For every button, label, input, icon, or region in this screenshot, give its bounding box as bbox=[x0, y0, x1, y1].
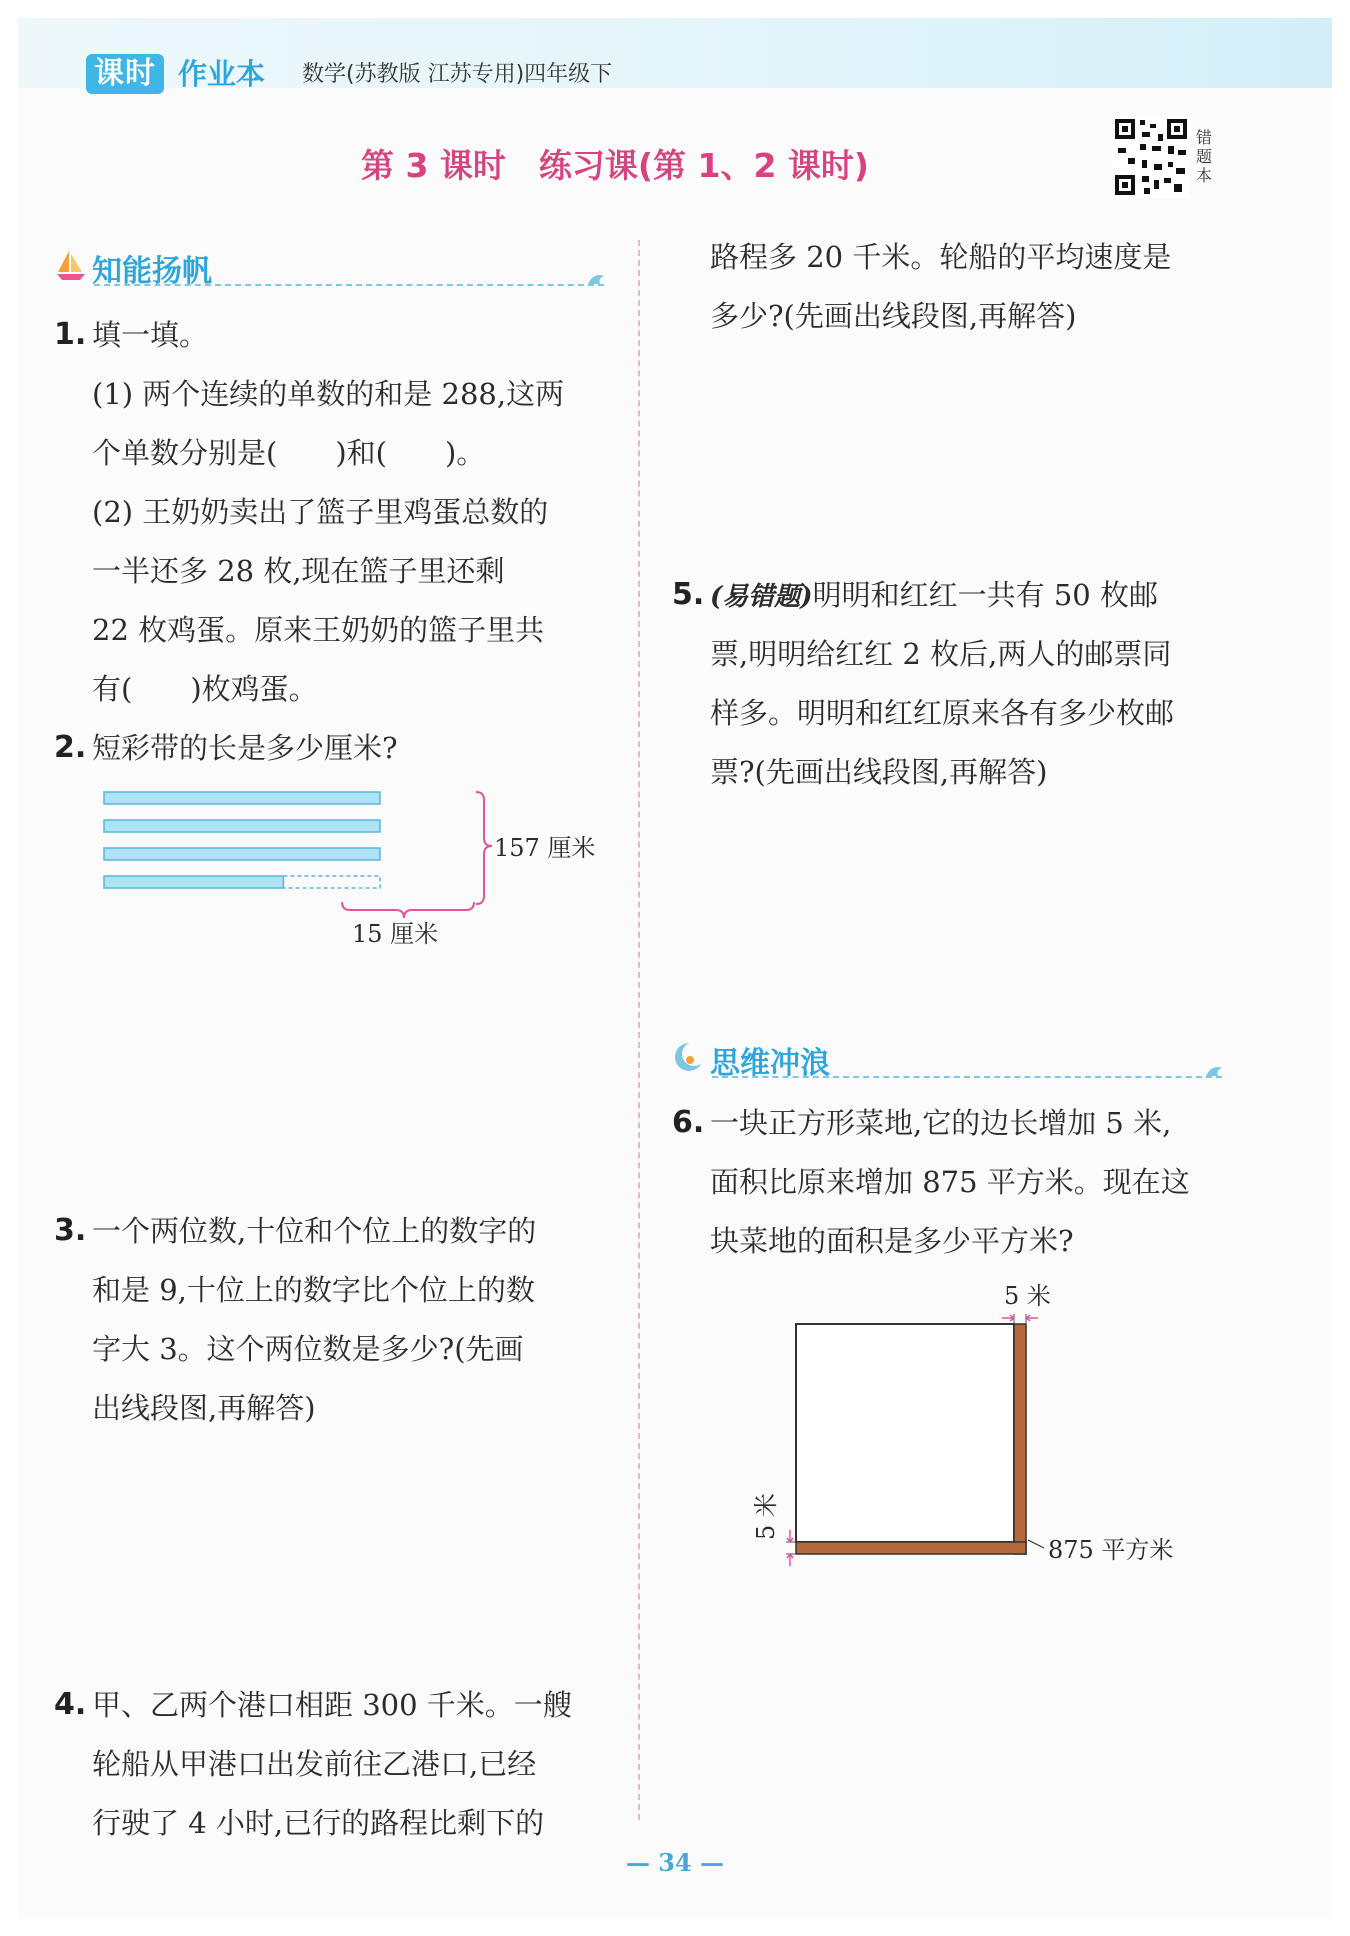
q5-line: 票,明明给红红 2 枚后,两人的邮票同 bbox=[710, 637, 1172, 671]
difference-label: 15 厘米 bbox=[352, 920, 439, 948]
q5-line: 明明和红红一共有 50 枚邮 bbox=[812, 578, 1158, 612]
book-subject: 数学(苏教版 江苏专用)四年级下 bbox=[302, 62, 613, 87]
short-brace bbox=[342, 902, 474, 918]
section-header-siwei bbox=[672, 1036, 1222, 1080]
left-arrow-icon bbox=[787, 1554, 793, 1566]
q6-line: 面积比原来增加 875 平方米。现在这 bbox=[710, 1165, 1190, 1199]
q5-line: 样多。明明和红红原来各有多少枚邮 bbox=[710, 696, 1175, 730]
question-number: 2. bbox=[54, 730, 87, 765]
ribbon-missing-part bbox=[283, 876, 380, 888]
question-number: 3. bbox=[54, 1213, 87, 1248]
qr-label: 错题本 bbox=[1196, 128, 1213, 185]
series-logo: 课时 bbox=[86, 54, 164, 94]
column-divider bbox=[638, 240, 640, 1820]
top-arrow-icon bbox=[1002, 1315, 1014, 1321]
q6-line: 一块正方形菜地,它的边长增加 5 米, bbox=[710, 1106, 1172, 1140]
q4-line: 行驶了 4 小时,已行的路程比剩下的 bbox=[92, 1806, 545, 1840]
q3-line: 出线段图,再解答) bbox=[92, 1391, 316, 1425]
question-number: 1. bbox=[54, 317, 87, 352]
area-leader-line bbox=[1028, 1540, 1044, 1548]
q1-line: 有( )枚鸡蛋。 bbox=[92, 672, 318, 706]
section-header-zhineng bbox=[54, 244, 604, 288]
ribbon-bar bbox=[104, 876, 283, 888]
q4-continued-line: 路程多 20 千米。轮船的平均速度是 bbox=[710, 240, 1172, 274]
top-arrow-icon bbox=[1026, 1315, 1038, 1321]
q1-line: 填一填。 bbox=[92, 318, 209, 352]
moon-icon bbox=[672, 1040, 706, 1074]
q2-text: 短彩带的长是多少厘米? bbox=[92, 731, 398, 765]
question-number: 6. bbox=[672, 1105, 705, 1140]
wave-icon bbox=[586, 270, 608, 288]
area-increase-label: 875 平方米 bbox=[1048, 1536, 1174, 1564]
section-title: 知能扬帆 bbox=[92, 254, 212, 289]
ribbon-bar bbox=[104, 792, 380, 804]
q3-line: 和是 9,十位上的数字比个位上的数 bbox=[92, 1273, 535, 1307]
left-extension-label: 5 米 bbox=[752, 1493, 780, 1540]
q5-tag: (易错题) bbox=[710, 582, 813, 612]
top-extension-label: 5 米 bbox=[1004, 1282, 1051, 1310]
page-background bbox=[18, 18, 1332, 1918]
left-arrow-icon bbox=[787, 1530, 793, 1542]
total-length-label: 157 厘米 bbox=[494, 834, 596, 862]
q1-line: 个单数分别是( )和( )。 bbox=[92, 436, 486, 470]
lesson-title: 第 3 课时 练习课(第 1、2 课时) bbox=[360, 146, 869, 185]
section-title: 思维冲浪 bbox=[710, 1046, 830, 1081]
series-brand: 作业本 bbox=[178, 57, 266, 91]
added-strip-right bbox=[1014, 1324, 1026, 1554]
q6-line: 块菜地的面积是多少平方米? bbox=[710, 1224, 1074, 1258]
page-number: — 34 — bbox=[625, 1848, 725, 1877]
question-number: 5. bbox=[672, 577, 705, 612]
qr-code-icon[interactable] bbox=[1112, 116, 1190, 198]
square-garden-diagram bbox=[740, 1300, 1100, 1600]
total-brace bbox=[476, 792, 492, 904]
q1-line: 22 枚鸡蛋。原来王奶奶的篮子里共 bbox=[92, 613, 545, 647]
ribbon-diagram bbox=[100, 784, 500, 924]
original-square bbox=[796, 1324, 1014, 1542]
section-underline bbox=[94, 284, 604, 286]
added-strip-bottom bbox=[796, 1542, 1026, 1554]
q1-line: (2) 王奶奶卖出了篮子里鸡蛋总数的 bbox=[92, 495, 549, 529]
q4-line: 轮船从甲港口出发前往乙港口,已经 bbox=[92, 1747, 537, 1781]
q3-line: 一个两位数,十位和个位上的数字的 bbox=[92, 1214, 537, 1248]
q5-line: 票?(先画出线段图,再解答) bbox=[710, 755, 1048, 789]
ribbon-bar bbox=[104, 848, 380, 860]
q5-line-first bbox=[710, 578, 1158, 614]
section-underline bbox=[712, 1076, 1222, 1078]
wave-icon bbox=[1204, 1062, 1226, 1080]
q4-line: 甲、乙两个港口相距 300 千米。一艘 bbox=[92, 1688, 572, 1722]
question-number: 4. bbox=[54, 1687, 87, 1722]
q1-line: (1) 两个连续的单数的和是 288,这两 bbox=[92, 377, 565, 411]
sailboat-icon bbox=[54, 248, 88, 282]
ribbon-bar bbox=[104, 820, 380, 832]
q4-continued-line: 多少?(先画出线段图,再解答) bbox=[710, 299, 1077, 333]
q3-line: 字大 3。这个两位数是多少?(先画 bbox=[92, 1332, 524, 1366]
q1-line: 一半还多 28 枚,现在篮子里还剩 bbox=[92, 554, 505, 588]
